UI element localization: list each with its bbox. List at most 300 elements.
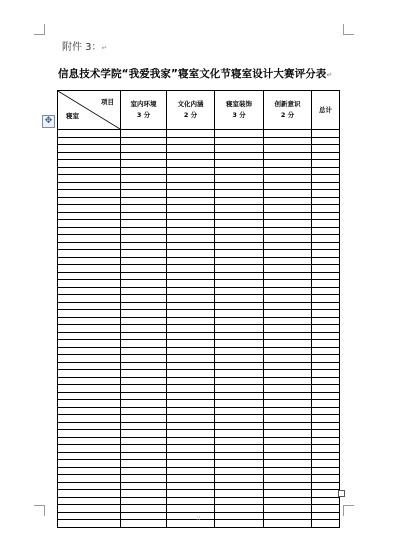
table-cell[interactable] [215,497,264,505]
table-cell[interactable] [215,400,264,408]
table-cell[interactable] [215,430,264,438]
table-cell[interactable] [215,392,264,400]
table-cell[interactable] [312,295,340,303]
table-cell[interactable] [58,265,121,273]
table-cell[interactable] [58,280,121,288]
table-cell[interactable] [312,130,340,138]
table-cell[interactable] [167,325,215,333]
table-cell[interactable] [58,482,121,490]
table-cell[interactable] [215,317,264,325]
table-cell[interactable] [215,137,264,145]
table-cell[interactable] [312,287,340,295]
table-cell[interactable] [167,212,215,220]
table-cell[interactable] [58,145,121,153]
table-cell[interactable] [264,340,312,348]
table-cell[interactable] [215,160,264,168]
table-cell[interactable] [264,520,312,528]
column-header-indoor-environment[interactable]: 室内环境 3 分 [121,91,167,130]
table-cell[interactable] [121,392,167,400]
table-cell[interactable] [215,437,264,445]
table-cell[interactable] [264,250,312,258]
table-cell[interactable] [215,475,264,483]
table-cell[interactable] [58,302,121,310]
table-cell[interactable] [215,512,264,520]
table-cell[interactable] [215,310,264,318]
table-cell[interactable] [264,482,312,490]
table-cell[interactable] [264,265,312,273]
table-cell[interactable] [58,475,121,483]
column-header-innovation[interactable]: 创新意识 2 分 [264,91,312,130]
table-cell[interactable] [215,302,264,310]
table-cell[interactable] [215,355,264,363]
table-resize-handle-icon[interactable] [338,490,345,497]
table-cell[interactable] [167,175,215,183]
table-cell[interactable] [58,460,121,468]
table-cell[interactable] [215,377,264,385]
table-cell[interactable] [167,160,215,168]
table-cell[interactable] [58,340,121,348]
table-cell[interactable] [167,482,215,490]
table-cell[interactable] [312,422,340,430]
table-cell[interactable] [121,445,167,453]
table-cell[interactable] [264,467,312,475]
table-cell[interactable] [58,445,121,453]
table-cell[interactable] [312,205,340,213]
table-cell[interactable] [264,160,312,168]
table-cell[interactable] [167,130,215,138]
table-cell[interactable] [121,235,167,243]
table-cell[interactable] [264,205,312,213]
table-cell[interactable] [167,152,215,160]
table-cell[interactable] [312,520,340,528]
table-cell[interactable] [121,475,167,483]
table-cell[interactable] [58,452,121,460]
table-cell[interactable] [312,310,340,318]
table-cell[interactable] [264,497,312,505]
table-cell[interactable] [121,137,167,145]
table-cell[interactable] [312,362,340,370]
table-cell[interactable] [121,310,167,318]
table-cell[interactable] [121,250,167,258]
table-cell[interactable] [167,197,215,205]
table-cell[interactable] [215,340,264,348]
table-cell[interactable] [215,145,264,153]
table-cell[interactable] [312,182,340,190]
table-cell[interactable] [215,422,264,430]
table-cell[interactable] [58,400,121,408]
table-cell[interactable] [58,287,121,295]
table-cell[interactable] [312,250,340,258]
table-cell[interactable] [58,295,121,303]
table-cell[interactable] [215,190,264,198]
table-cell[interactable] [121,197,167,205]
table-cell[interactable] [58,197,121,205]
table-cell[interactable] [121,190,167,198]
table-cell[interactable] [215,460,264,468]
table-cell[interactable] [264,197,312,205]
table-cell[interactable] [215,482,264,490]
table-cell[interactable] [121,490,167,498]
table-cell[interactable] [215,130,264,138]
table-cell[interactable] [121,520,167,528]
table-cell[interactable] [312,392,340,400]
table-cell[interactable] [312,272,340,280]
table-cell[interactable] [264,370,312,378]
table-cell[interactable] [58,160,121,168]
table-cell[interactable] [167,512,215,520]
table-cell[interactable] [312,475,340,483]
table-cell[interactable] [215,205,264,213]
table-cell[interactable] [167,362,215,370]
table-cell[interactable] [264,392,312,400]
table-cell[interactable] [264,242,312,250]
table-cell[interactable] [121,302,167,310]
table-cell[interactable] [121,400,167,408]
table-cell[interactable] [312,325,340,333]
table-cell[interactable] [121,287,167,295]
table-cell[interactable] [167,205,215,213]
table-cell[interactable] [264,347,312,355]
table-cell[interactable] [58,377,121,385]
table-cell[interactable] [167,137,215,145]
table-cell[interactable] [58,175,121,183]
table-cell[interactable] [58,370,121,378]
table-cell[interactable] [167,302,215,310]
table-cell[interactable] [58,520,121,528]
table-cell[interactable] [264,145,312,153]
table-cell[interactable] [121,415,167,423]
table-cell[interactable] [167,332,215,340]
table-cell[interactable] [312,452,340,460]
table-cell[interactable] [167,392,215,400]
table-cell[interactable] [215,347,264,355]
table-cell[interactable] [264,175,312,183]
table-cell[interactable] [215,197,264,205]
table-cell[interactable] [121,227,167,235]
table-cell[interactable] [167,452,215,460]
table-cell[interactable] [312,265,340,273]
table-cell[interactable] [58,362,121,370]
table-cell[interactable] [312,317,340,325]
table-cell[interactable] [58,220,121,228]
table-cell[interactable] [58,190,121,198]
table-cell[interactable] [264,130,312,138]
table-cell[interactable] [312,332,340,340]
table-cell[interactable] [58,325,121,333]
table-cell[interactable] [215,242,264,250]
table-cell[interactable] [167,190,215,198]
table-cell[interactable] [58,497,121,505]
table-cell[interactable] [167,407,215,415]
table-cell[interactable] [264,295,312,303]
table-cell[interactable] [312,490,340,498]
table-cell[interactable] [58,317,121,325]
table-cell[interactable] [167,460,215,468]
table-cell[interactable] [167,317,215,325]
table-cell[interactable] [312,370,340,378]
table-cell[interactable] [312,512,340,520]
table-cell[interactable] [264,445,312,453]
table-cell[interactable] [58,392,121,400]
table-cell[interactable] [264,452,312,460]
table-cell[interactable] [312,347,340,355]
table-cell[interactable] [58,310,121,318]
table-cell[interactable] [215,490,264,498]
table-cell[interactable] [215,212,264,220]
table-cell[interactable] [121,467,167,475]
table-cell[interactable] [312,460,340,468]
table-cell[interactable] [264,400,312,408]
table-cell[interactable] [121,430,167,438]
table-cell[interactable] [58,505,121,513]
table-cell[interactable] [264,332,312,340]
table-cell[interactable] [121,167,167,175]
table-cell[interactable] [264,490,312,498]
table-cell[interactable] [121,377,167,385]
table-cell[interactable] [264,257,312,265]
table-cell[interactable] [312,400,340,408]
table-cell[interactable] [264,280,312,288]
table-cell[interactable] [167,310,215,318]
table-cell[interactable] [312,145,340,153]
table-cell[interactable] [167,347,215,355]
table-cell[interactable] [167,280,215,288]
table-cell[interactable] [215,370,264,378]
table-cell[interactable] [58,347,121,355]
table-cell[interactable] [167,437,215,445]
table-cell[interactable] [121,512,167,520]
table-cell[interactable] [215,407,264,415]
table-cell[interactable] [264,385,312,393]
table-cell[interactable] [167,265,215,273]
table-cell[interactable] [58,332,121,340]
table-cell[interactable] [312,235,340,243]
table-cell[interactable] [167,415,215,423]
table-cell[interactable] [167,355,215,363]
table-cell[interactable] [167,182,215,190]
table-cell[interactable] [215,272,264,280]
table-cell[interactable] [264,190,312,198]
table-cell[interactable] [167,430,215,438]
table-cell[interactable] [58,227,121,235]
table-cell[interactable] [121,152,167,160]
table-cell[interactable] [264,475,312,483]
table-cell[interactable] [264,460,312,468]
table-cell[interactable] [264,310,312,318]
table-cell[interactable] [167,400,215,408]
table-cell[interactable] [167,445,215,453]
table-cell[interactable] [167,475,215,483]
table-cell[interactable] [312,445,340,453]
table-cell[interactable] [121,280,167,288]
table-cell[interactable] [58,437,121,445]
table-cell[interactable] [121,242,167,250]
table-cell[interactable] [312,280,340,288]
table-cell[interactable] [167,497,215,505]
table-cell[interactable] [167,340,215,348]
table-cell[interactable] [215,452,264,460]
table-cell[interactable] [215,295,264,303]
table-cell[interactable] [215,250,264,258]
table-cell[interactable] [121,175,167,183]
table-cell[interactable] [312,407,340,415]
table-cell[interactable] [121,505,167,513]
table-cell[interactable] [264,317,312,325]
table-cell[interactable] [58,422,121,430]
table-cell[interactable] [312,137,340,145]
table-cell[interactable] [121,130,167,138]
table-cell[interactable] [312,220,340,228]
table-cell[interactable] [121,212,167,220]
table-cell[interactable] [121,355,167,363]
table-cell[interactable] [121,497,167,505]
table-cell[interactable] [312,482,340,490]
table-cell[interactable] [312,467,340,475]
table-cell[interactable] [58,205,121,213]
table-cell[interactable] [264,415,312,423]
table-cell[interactable] [58,137,121,145]
table-cell[interactable] [215,325,264,333]
table-cell[interactable] [312,415,340,423]
table-cell[interactable] [58,385,121,393]
table-cell[interactable] [312,175,340,183]
table-cell[interactable] [264,167,312,175]
table-cell[interactable] [121,370,167,378]
table-cell[interactable] [58,430,121,438]
table-cell[interactable] [264,212,312,220]
table-cell[interactable] [121,340,167,348]
table-cell[interactable] [264,182,312,190]
table-cell[interactable] [215,175,264,183]
table-cell[interactable] [58,407,121,415]
table-cell[interactable] [215,220,264,228]
table-cell[interactable] [264,355,312,363]
table-cell[interactable] [264,362,312,370]
table-cell[interactable] [215,167,264,175]
table-cell[interactable] [167,505,215,513]
table-cell[interactable] [121,160,167,168]
table-cell[interactable] [58,212,121,220]
table-cell[interactable] [167,220,215,228]
table-cell[interactable] [264,227,312,235]
table-cell[interactable] [264,272,312,280]
table-cell[interactable] [167,257,215,265]
table-cell[interactable] [167,385,215,393]
table-cell[interactable] [167,227,215,235]
table-cell[interactable] [264,220,312,228]
table-cell[interactable] [121,385,167,393]
table-cell[interactable] [121,220,167,228]
table-cell[interactable] [58,242,121,250]
table-cell[interactable] [215,152,264,160]
table-cell[interactable] [58,130,121,138]
table-cell[interactable] [264,152,312,160]
table-cell[interactable] [58,272,121,280]
table-cell[interactable] [121,145,167,153]
table-cell[interactable] [167,377,215,385]
table-cell[interactable] [264,407,312,415]
table-cell[interactable] [312,160,340,168]
table-cell[interactable] [312,190,340,198]
table-cell[interactable] [312,242,340,250]
table-cell[interactable] [215,227,264,235]
table-cell[interactable] [58,257,121,265]
table-cell[interactable] [167,490,215,498]
table-cell[interactable] [264,235,312,243]
table-cell[interactable] [215,257,264,265]
table-cell[interactable] [312,257,340,265]
table-cell[interactable] [58,355,121,363]
table-cell[interactable] [121,317,167,325]
table-cell[interactable] [264,437,312,445]
table-cell[interactable] [312,302,340,310]
table-cell[interactable] [121,422,167,430]
table-cell[interactable] [312,430,340,438]
table-cell[interactable] [121,182,167,190]
table-cell[interactable] [312,227,340,235]
table-cell[interactable] [312,197,340,205]
table-cell[interactable] [215,265,264,273]
table-cell[interactable] [121,265,167,273]
table-cell[interactable] [121,452,167,460]
column-header-cultural-content[interactable]: 文化内涵 2 分 [167,91,215,130]
table-cell[interactable] [167,242,215,250]
table-cell[interactable] [215,415,264,423]
table-cell[interactable] [121,272,167,280]
table-cell[interactable] [215,287,264,295]
table-cell[interactable] [215,182,264,190]
table-cell[interactable] [167,145,215,153]
table-cell[interactable] [312,385,340,393]
table-cell[interactable] [312,340,340,348]
table-cell[interactable] [312,497,340,505]
column-header-total[interactable]: 总计 [312,91,340,130]
table-cell[interactable] [121,482,167,490]
table-cell[interactable] [215,362,264,370]
table-cell[interactable] [264,137,312,145]
table-cell[interactable] [264,302,312,310]
table-cell[interactable] [167,370,215,378]
table-cell[interactable] [58,467,121,475]
table-cell[interactable] [312,505,340,513]
table-cell[interactable] [312,437,340,445]
table-cell[interactable] [167,422,215,430]
table-cell[interactable] [215,280,264,288]
column-header-dorm-decoration[interactable]: 寝室装饰 3 分 [215,91,264,130]
table-cell[interactable] [167,235,215,243]
table-cell[interactable] [167,250,215,258]
table-cell[interactable] [58,235,121,243]
table-cell[interactable] [121,205,167,213]
table-cell[interactable] [58,415,121,423]
table-cell[interactable] [264,287,312,295]
table-cell[interactable] [58,250,121,258]
table-move-handle-icon[interactable]: ✥ [42,115,55,128]
table-cell[interactable] [58,167,121,175]
table-cell[interactable] [121,257,167,265]
table-cell[interactable] [121,407,167,415]
table-cell[interactable] [215,332,264,340]
table-cell[interactable] [167,520,215,528]
diagonal-header-cell[interactable] [58,91,121,130]
table-cell[interactable] [312,152,340,160]
table-cell[interactable] [264,505,312,513]
table-cell[interactable] [121,332,167,340]
table-cell[interactable] [167,167,215,175]
table-cell[interactable] [312,212,340,220]
table-cell[interactable] [215,467,264,475]
table-cell[interactable] [167,467,215,475]
